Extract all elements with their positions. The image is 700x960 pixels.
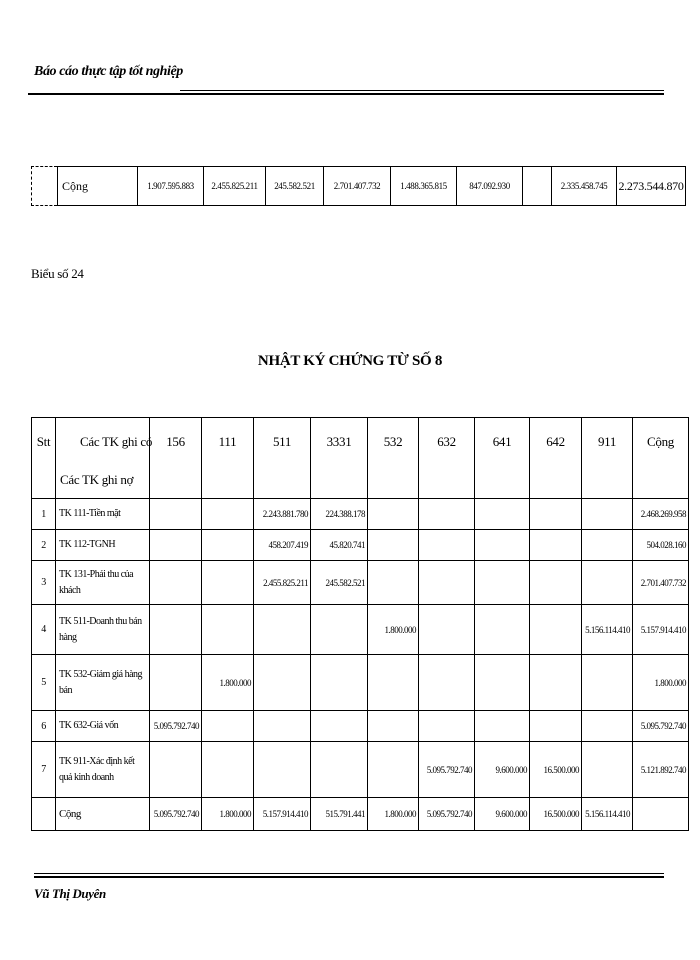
header-col bbox=[419, 418, 475, 499]
row-cell bbox=[475, 561, 530, 605]
row-cell bbox=[368, 711, 419, 742]
row-account: TK 511-Doanh thu bán hàng bbox=[56, 605, 150, 655]
footer-rule-thick bbox=[34, 876, 664, 878]
row-stt: 1 bbox=[32, 499, 56, 530]
row-cell bbox=[368, 499, 419, 530]
row-cell bbox=[582, 561, 633, 605]
row-cell bbox=[582, 655, 633, 711]
row-cell: 5.156.114.410 bbox=[582, 605, 633, 655]
header-col bbox=[150, 418, 202, 499]
header-col-label: 111 bbox=[218, 434, 237, 449]
row-cell bbox=[419, 530, 475, 561]
summary-value: 245.582.521 bbox=[266, 167, 324, 206]
row-cell bbox=[419, 561, 475, 605]
header-col-label: 532 bbox=[383, 434, 403, 449]
total-cell: 16.500.000 bbox=[530, 798, 582, 831]
row-cell bbox=[368, 742, 419, 798]
row-cell bbox=[530, 711, 582, 742]
total-cell bbox=[633, 798, 689, 831]
header-debit-label: Các TK ghi nợ bbox=[60, 472, 134, 487]
journal-title: NHẬT KÝ CHỨNG TỪ SỐ 8 bbox=[257, 353, 443, 369]
header-col-label: 641 bbox=[492, 434, 512, 449]
header-col bbox=[254, 418, 311, 499]
header-col bbox=[475, 418, 530, 499]
row-cell bbox=[202, 605, 254, 655]
row-cell: 5.095.792.740 bbox=[150, 711, 202, 742]
header-title: Báo cáo thực tập tốt nghiệp bbox=[34, 64, 183, 79]
summary-value bbox=[523, 167, 552, 206]
summary-value: 2.455.825.211 bbox=[204, 167, 266, 206]
header-col-label: 911 bbox=[597, 434, 617, 449]
row-cell: 5.121.892.740 bbox=[633, 742, 689, 798]
row-cell: 504.028.160 bbox=[633, 530, 689, 561]
row-cell bbox=[254, 605, 311, 655]
row-cell bbox=[530, 499, 582, 530]
total-cell: 5.157.914.410 bbox=[254, 798, 311, 831]
total-cell: 5.156.114.410 bbox=[582, 798, 633, 831]
header-accounts bbox=[56, 418, 153, 499]
row-cell bbox=[311, 742, 368, 798]
row-cell: 2.243.881.780 bbox=[254, 499, 311, 530]
row-cell bbox=[254, 711, 311, 742]
total-row bbox=[32, 798, 689, 831]
header-col-label: Cộng bbox=[647, 434, 674, 449]
row-cell: 2.455.825.211 bbox=[254, 561, 311, 605]
row-cell bbox=[475, 655, 530, 711]
header-col-label: 632 bbox=[437, 434, 456, 449]
row-stt: 6 bbox=[32, 711, 56, 742]
row-cell bbox=[582, 742, 633, 798]
header-col bbox=[530, 418, 582, 499]
summary-value: 1.907.595.883 bbox=[138, 167, 204, 206]
row-cell bbox=[311, 605, 368, 655]
table-row bbox=[32, 561, 689, 605]
row-cell: 458.207.419 bbox=[254, 530, 311, 561]
header-col bbox=[633, 418, 689, 499]
summary-value: 1.488.365.815 bbox=[391, 167, 457, 206]
footer-author: Vũ Thị Duyên bbox=[34, 886, 106, 901]
row-cell bbox=[582, 530, 633, 561]
row-cell bbox=[150, 742, 202, 798]
header-col-label: 3331 bbox=[326, 434, 352, 449]
row-cell: 16.500.000 bbox=[530, 742, 582, 798]
table-row bbox=[32, 742, 689, 798]
row-cell bbox=[368, 561, 419, 605]
footer-rule bbox=[34, 873, 664, 874]
header-col bbox=[202, 418, 254, 499]
row-cell bbox=[475, 530, 530, 561]
header-col-label: 642 bbox=[546, 434, 565, 449]
row-cell bbox=[150, 499, 202, 530]
row-cell bbox=[582, 711, 633, 742]
total-cell: 5.095.792.740 bbox=[419, 798, 475, 831]
row-stt: 7 bbox=[32, 742, 56, 798]
row-cell: 45.820.741 bbox=[311, 530, 368, 561]
row-cell bbox=[368, 530, 419, 561]
table-row bbox=[32, 499, 689, 530]
row-cell bbox=[530, 655, 582, 711]
row-cell bbox=[202, 499, 254, 530]
row-cell bbox=[202, 530, 254, 561]
summary-value: 2.273.544.870 bbox=[617, 167, 686, 206]
row-account: TK 911-Xác định kết quả kinh doanh bbox=[56, 742, 150, 798]
header-col bbox=[368, 418, 419, 499]
row-cell: 5.157.914.410 bbox=[633, 605, 689, 655]
form-number: Biểu số 24 bbox=[31, 266, 84, 281]
summary-row-table bbox=[31, 166, 686, 206]
row-cell: 2.468.269.958 bbox=[633, 499, 689, 530]
row-cell bbox=[202, 711, 254, 742]
row-cell bbox=[419, 605, 475, 655]
row-cell bbox=[150, 605, 202, 655]
row-cell bbox=[254, 655, 311, 711]
total-cell: 1.800.000 bbox=[368, 798, 419, 831]
row-cell: 1.800.000 bbox=[202, 655, 254, 711]
row-cell bbox=[150, 655, 202, 711]
row-cell: 1.800.000 bbox=[633, 655, 689, 711]
row-cell bbox=[311, 711, 368, 742]
row-cell: 5.095.792.740 bbox=[419, 742, 475, 798]
header-stt bbox=[32, 418, 56, 499]
row-cell: 2.701.407.732 bbox=[633, 561, 689, 605]
table-row bbox=[32, 530, 689, 561]
summary-blank-cell bbox=[32, 167, 58, 206]
header-rule bbox=[180, 90, 664, 91]
row-cell bbox=[582, 499, 633, 530]
row-cell bbox=[419, 499, 475, 530]
row-cell bbox=[368, 655, 419, 711]
table-row bbox=[32, 605, 689, 655]
row-stt: 4 bbox=[32, 605, 56, 655]
summary-row bbox=[32, 167, 686, 206]
row-cell bbox=[530, 605, 582, 655]
row-cell bbox=[202, 561, 254, 605]
row-account: TK 111-Tiền mặt bbox=[56, 499, 150, 530]
journal-header-row bbox=[32, 418, 689, 499]
row-cell: 5.095.792.740 bbox=[633, 711, 689, 742]
summary-value: 847.092.930 bbox=[457, 167, 523, 206]
total-cell: 515.791.441 bbox=[311, 798, 368, 831]
row-stt: 5 bbox=[32, 655, 56, 711]
summary-value: 2.335.458.745 bbox=[552, 167, 617, 206]
row-cell bbox=[311, 655, 368, 711]
row-stt: 3 bbox=[32, 561, 56, 605]
row-account: TK 632-Giá vốn bbox=[56, 711, 150, 742]
header-col bbox=[311, 418, 368, 499]
total-cell: 9.600.000 bbox=[475, 798, 530, 831]
total-cell: 5.095.792.740 bbox=[150, 798, 202, 831]
row-cell bbox=[150, 561, 202, 605]
header-rule-thick bbox=[28, 93, 664, 95]
total-label: Cộng bbox=[56, 798, 150, 831]
row-cell bbox=[254, 742, 311, 798]
summary-label: Cộng bbox=[58, 167, 138, 206]
row-cell bbox=[202, 742, 254, 798]
table-row bbox=[32, 655, 689, 711]
row-cell bbox=[475, 499, 530, 530]
row-cell bbox=[419, 655, 475, 711]
row-cell bbox=[475, 605, 530, 655]
summary-value: 2.701.407.732 bbox=[324, 167, 391, 206]
row-cell bbox=[150, 530, 202, 561]
header-col-label: 156 bbox=[166, 434, 185, 449]
header-credit-label: Các TK ghi có bbox=[80, 434, 153, 449]
row-cell bbox=[475, 711, 530, 742]
header-col-label: 511 bbox=[272, 434, 292, 449]
header-stt-label: Stt bbox=[36, 434, 51, 449]
header-col bbox=[582, 418, 633, 499]
total-blank-cell bbox=[32, 798, 56, 831]
row-stt: 2 bbox=[32, 530, 56, 561]
row-cell: 245.582.521 bbox=[311, 561, 368, 605]
row-cell bbox=[530, 561, 582, 605]
row-cell bbox=[530, 530, 582, 561]
row-cell: 9.600.000 bbox=[475, 742, 530, 798]
row-account: TK 532-Giảm giá hàng bán bbox=[56, 655, 150, 711]
row-cell: 224.388.178 bbox=[311, 499, 368, 530]
row-cell bbox=[419, 711, 475, 742]
total-cell: 1.800.000 bbox=[202, 798, 254, 831]
table-row bbox=[32, 711, 689, 742]
row-cell: 1.800.000 bbox=[368, 605, 419, 655]
row-account: TK 112-TGNH bbox=[56, 530, 150, 561]
journal-table bbox=[31, 417, 689, 831]
row-account: TK 131-Phải thu của khách bbox=[56, 561, 150, 605]
